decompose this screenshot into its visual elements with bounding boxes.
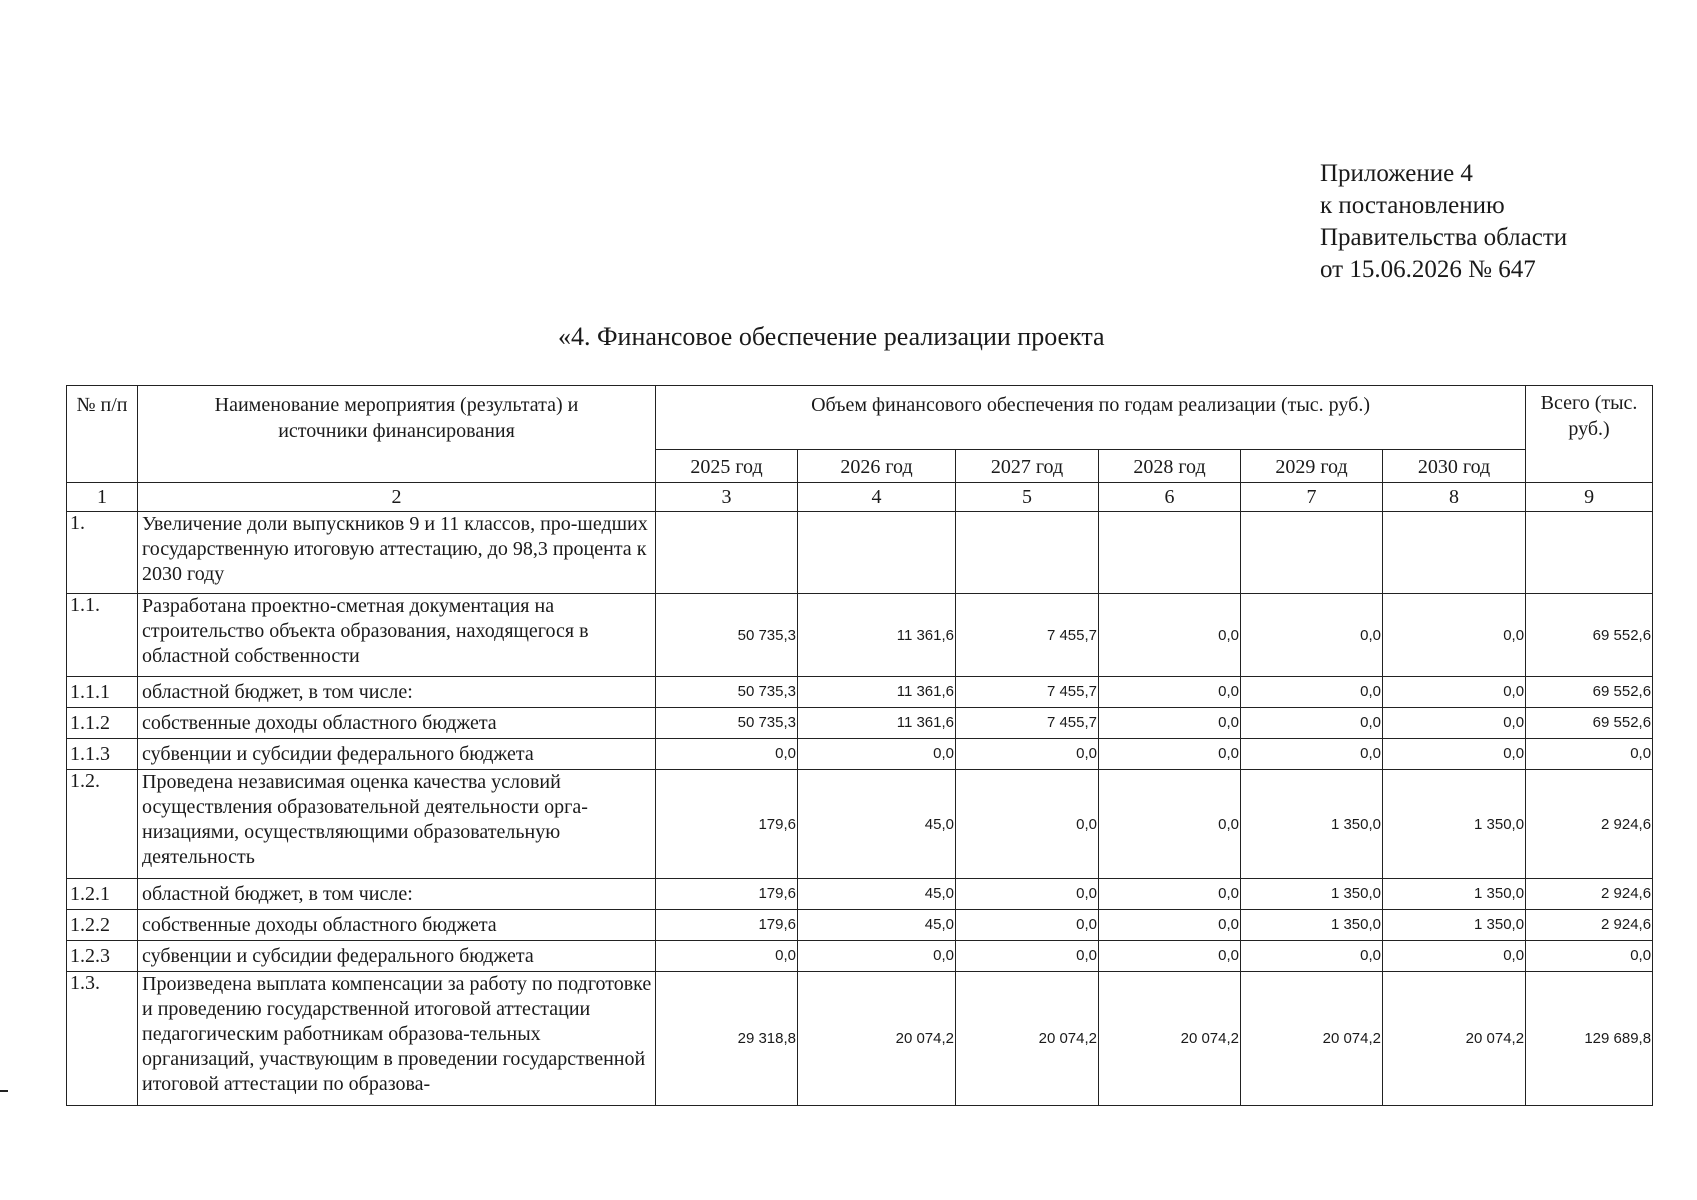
row-year-value: 0,0 xyxy=(1383,708,1526,739)
row-year-value: 0,0 xyxy=(1241,739,1383,770)
row-year-value: 0,0 xyxy=(1099,594,1241,677)
row-total: 69 552,6 xyxy=(1526,708,1653,739)
row-total: 0,0 xyxy=(1526,739,1653,770)
row-total: 2 924,6 xyxy=(1526,910,1653,941)
row-year-value: 45,0 xyxy=(798,770,956,879)
row-name: областной бюджет, в том числе: xyxy=(138,677,656,708)
row-year-value: 179,6 xyxy=(656,770,798,879)
table-row xyxy=(67,770,1653,879)
table-row xyxy=(67,677,1653,708)
row-name: собственные доходы областного бюджета xyxy=(138,910,656,941)
row-year-value: 0,0 xyxy=(1099,708,1241,739)
document-title: «4. Финансовое обеспечение реализации проекта xyxy=(558,322,1105,351)
header-volume: Объем финансового обеспечения по годам реализации (тыс. руб.) xyxy=(656,386,1526,450)
row-name: Проведена независимая оценка качества условий осуществления образовательной деятельности орга-низациями, осуществляющими образовательную деятельность xyxy=(138,770,656,879)
appendix-line-4: от 15.06.2026 № 647 xyxy=(1320,256,1536,283)
row-year-value: 0,0 xyxy=(1099,677,1241,708)
row-total: 2 924,6 xyxy=(1526,770,1653,879)
row-year-value: 11 361,6 xyxy=(798,594,956,677)
row-year-value: 7 455,7 xyxy=(956,677,1099,708)
row-year-value: 0,0 xyxy=(1099,739,1241,770)
header-year: 2027 год xyxy=(956,450,1099,483)
row-year-value: 1 350,0 xyxy=(1383,910,1526,941)
column-number: 4 xyxy=(798,483,956,512)
row-year-value xyxy=(1241,512,1383,594)
row-year-value: 0,0 xyxy=(1383,739,1526,770)
table-row xyxy=(67,708,1653,739)
row-year-value: 7 455,7 xyxy=(956,708,1099,739)
row-year-value: 11 361,6 xyxy=(798,708,956,739)
row-year-value: 20 074,2 xyxy=(1241,972,1383,1106)
row-year-value: 1 350,0 xyxy=(1241,910,1383,941)
row-number: 1.1. xyxy=(67,594,138,677)
row-name: областной бюджет, в том числе: xyxy=(138,879,656,910)
row-number: 1.1.2 xyxy=(67,708,138,739)
appendix-block xyxy=(1320,158,1567,286)
row-year-value: 45,0 xyxy=(798,910,956,941)
table-row xyxy=(67,972,1653,1106)
row-year-value: 0,0 xyxy=(956,739,1099,770)
row-year-value: 0,0 xyxy=(656,941,798,972)
column-number: 9 xyxy=(1526,483,1653,512)
row-year-value: 0,0 xyxy=(1383,941,1526,972)
row-year-value: 0,0 xyxy=(1241,941,1383,972)
row-name: Увеличение доли выпускников 9 и 11 классов, про-шедших государственную итоговую аттестацию, до 98,3 процента к 2030 году xyxy=(138,512,656,594)
row-year-value: 0,0 xyxy=(1099,879,1241,910)
header-year: 2028 год xyxy=(1099,450,1241,483)
column-number: 7 xyxy=(1241,483,1383,512)
column-number: 1 xyxy=(67,483,138,512)
row-year-value xyxy=(1383,512,1526,594)
row-year-value xyxy=(656,512,798,594)
table-row xyxy=(67,739,1653,770)
row-year-value: 0,0 xyxy=(1241,594,1383,677)
row-year-value: 0,0 xyxy=(1383,594,1526,677)
row-name: субвенции и субсидии федерального бюджета xyxy=(138,941,656,972)
row-year-value: 50 735,3 xyxy=(656,594,798,677)
financing-table xyxy=(66,385,1653,1106)
column-number: 6 xyxy=(1099,483,1241,512)
row-year-value: 0,0 xyxy=(1099,910,1241,941)
header-number: № п/п xyxy=(67,386,138,483)
header-name: Наименование мероприятия (результата) и источники финансирования xyxy=(138,386,656,483)
row-year-value: 0,0 xyxy=(956,941,1099,972)
row-total: 2 924,6 xyxy=(1526,879,1653,910)
row-year-value: 0,0 xyxy=(656,739,798,770)
row-year-value: 0,0 xyxy=(956,879,1099,910)
row-number: 1.1.3 xyxy=(67,739,138,770)
header-year: 2025 год xyxy=(656,450,798,483)
column-number-row xyxy=(67,483,1653,512)
row-year-value: 50 735,3 xyxy=(656,708,798,739)
row-year-value: 20 074,2 xyxy=(1383,972,1526,1106)
row-year-value: 1 350,0 xyxy=(1383,879,1526,910)
row-number: 1.2. xyxy=(67,770,138,879)
row-number: 1. xyxy=(67,512,138,594)
row-year-value: 179,6 xyxy=(656,879,798,910)
row-year-value: 0,0 xyxy=(1099,770,1241,879)
row-year-value: 0,0 xyxy=(1383,677,1526,708)
row-name: собственные доходы областного бюджета xyxy=(138,708,656,739)
row-number: 1.3. xyxy=(67,972,138,1106)
table-row xyxy=(67,512,1653,594)
column-number: 2 xyxy=(138,483,656,512)
row-year-value: 11 361,6 xyxy=(798,677,956,708)
row-year-value: 0,0 xyxy=(798,739,956,770)
row-total: 129 689,8 xyxy=(1526,972,1653,1106)
row-number: 1.2.3 xyxy=(67,941,138,972)
row-year-value: 0,0 xyxy=(1241,708,1383,739)
row-year-value: 0,0 xyxy=(1241,677,1383,708)
row-number: 1.2.2 xyxy=(67,910,138,941)
row-total: 69 552,6 xyxy=(1526,677,1653,708)
table-row xyxy=(67,879,1653,910)
row-number: 1.2.1 xyxy=(67,879,138,910)
row-year-value: 1 350,0 xyxy=(1383,770,1526,879)
header-year: 2026 год xyxy=(798,450,956,483)
row-year-value: 0,0 xyxy=(956,910,1099,941)
row-year-value xyxy=(1099,512,1241,594)
row-year-value: 20 074,2 xyxy=(1099,972,1241,1106)
row-year-value xyxy=(798,512,956,594)
row-year-value: 1 350,0 xyxy=(1241,770,1383,879)
row-total: 69 552,6 xyxy=(1526,594,1653,677)
appendix-line-1: Приложение 4 xyxy=(1320,160,1473,187)
column-number: 5 xyxy=(956,483,1099,512)
column-number: 8 xyxy=(1383,483,1526,512)
table-body xyxy=(67,483,1653,1106)
row-total: 0,0 xyxy=(1526,941,1653,972)
appendix-line-2: к постановлению xyxy=(1320,192,1505,219)
row-total xyxy=(1526,512,1653,594)
header-total: Всего (тыс. руб.) xyxy=(1526,386,1653,483)
table-row xyxy=(67,910,1653,941)
header-year: 2030 год xyxy=(1383,450,1526,483)
row-year-value: 0,0 xyxy=(1099,941,1241,972)
row-year-value: 0,0 xyxy=(798,941,956,972)
row-name: субвенции и субсидии федерального бюджета xyxy=(138,739,656,770)
row-year-value: 7 455,7 xyxy=(956,594,1099,677)
row-year-value: 179,6 xyxy=(656,910,798,941)
row-year-value: 45,0 xyxy=(798,879,956,910)
row-year-value: 50 735,3 xyxy=(656,677,798,708)
table-row xyxy=(67,941,1653,972)
row-year-value: 20 074,2 xyxy=(798,972,956,1106)
row-year-value: 0,0 xyxy=(956,770,1099,879)
appendix-line-3: Правительства области xyxy=(1320,224,1568,251)
row-name: Произведена выплата компенсации за работу по подготовке и проведению государственной итоговой аттестации педагогическим работникам образова-тельных организаций, участвующим в проведении государственной итоговой аттестации по образова- xyxy=(138,972,656,1106)
row-year-value: 1 350,0 xyxy=(1241,879,1383,910)
row-year-value: 20 074,2 xyxy=(956,972,1099,1106)
margin-mark xyxy=(0,1090,8,1092)
row-year-value xyxy=(956,512,1099,594)
table-row xyxy=(67,594,1653,677)
header-year: 2029 год xyxy=(1241,450,1383,483)
row-year-value: 29 318,8 xyxy=(656,972,798,1106)
row-name: Разработана проектно-сметная документация на строительство объекта образования, находящегося в областной собственности xyxy=(138,594,656,677)
column-number: 3 xyxy=(656,483,798,512)
row-number: 1.1.1 xyxy=(67,677,138,708)
